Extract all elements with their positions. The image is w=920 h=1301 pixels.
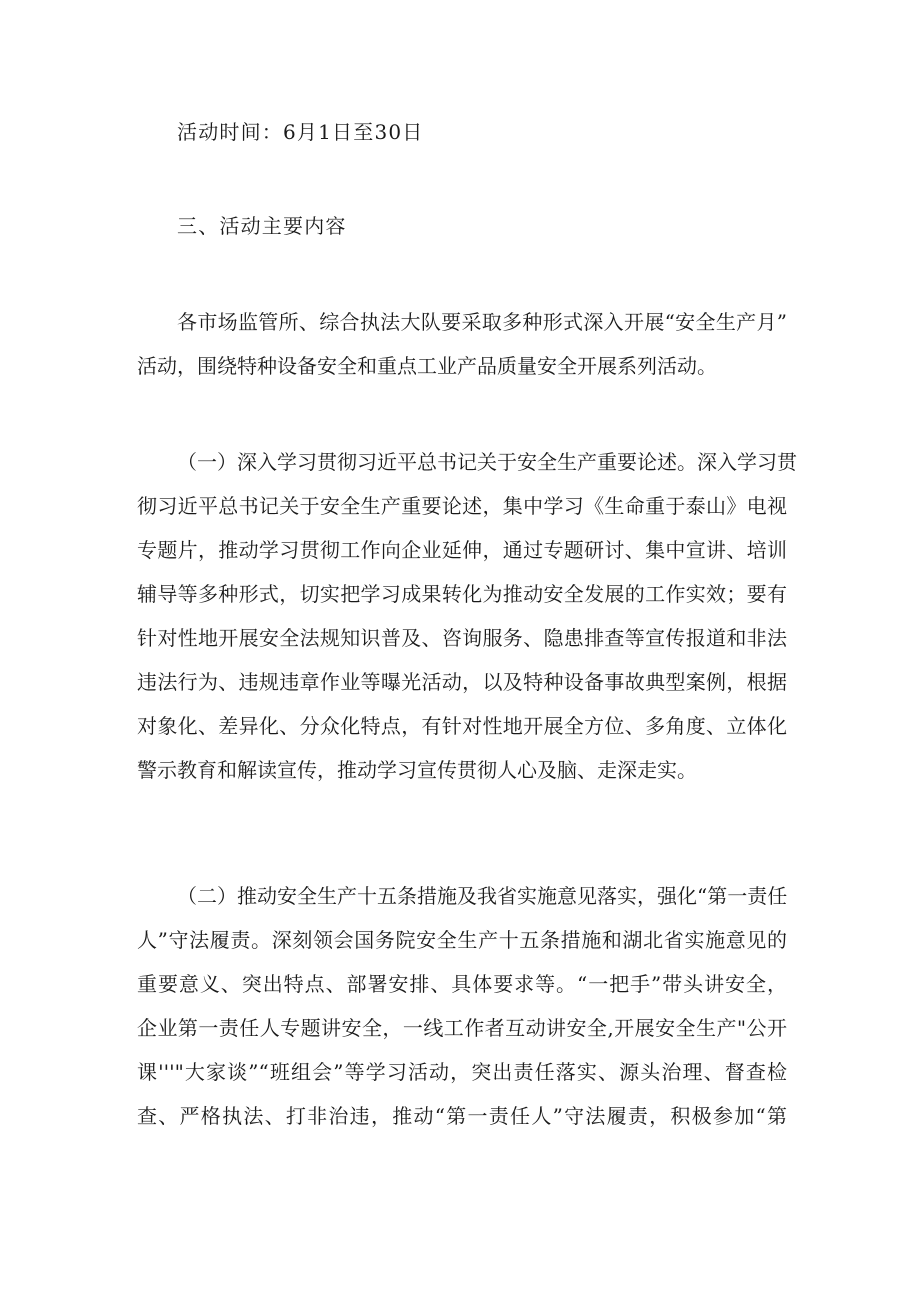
section-heading: 三、活动主要内容: [177, 214, 347, 238]
paragraph-one: [137, 440, 797, 792]
paragraph-line: 企业第一责任人专题讲安全，一线工作者互动讲安全,开展安全生产"公开: [137, 1016, 787, 1040]
paragraph-line: 人”守法履责。深刻领会国务院安全生产十五条措施和湖北省实施意见的: [137, 928, 787, 952]
paragraph-intro: [137, 300, 787, 388]
paragraph-line: 违法行为、违规违章作业等曝光活动，以及特种设备事故典型案例，根据: [137, 670, 787, 694]
paragraph-line: （一）深入学习贯彻习近平总书记关于安全生产重要论述。深入学习贯: [177, 450, 797, 474]
paragraph-line: 查、严格执法、打非治违，推动“第一责任人”守法履责，积极参加“第: [137, 1104, 787, 1128]
paragraph-line: 辅导等多种形式，切实把学习成果转化为推动安全发展的工作实效；要有: [137, 582, 787, 606]
paragraph-line: 课'''"大家谈”“班组会”等学习活动，突出责任落实、源头治理、督查检: [137, 1060, 787, 1084]
paragraph-line: 重要意义、突出特点、部署安排、具体要求等。“一把手”带头讲安全，: [137, 972, 787, 996]
activity-time-line: 活动时间：6月1日至30日: [177, 120, 424, 144]
paragraph-line: 彻习近平总书记关于安全生产重要论述，集中学习《生命重于泰山》电视: [137, 494, 787, 518]
paragraph-line: 对象化、差异化、分众化特点，有针对性地开展全方位、多角度、立体化: [137, 714, 787, 738]
paragraph-two: [137, 874, 787, 1138]
paragraph-line: 各市场监管所、综合执法大队要采取多种形式深入开展“安全生产月”: [177, 310, 787, 334]
paragraph-line: 警示教育和解读宣传，推动学习宣传贯彻人心及脑、走深走实。: [137, 758, 697, 782]
paragraph-line: 专题片，推动学习贯彻工作向企业延伸，通过专题研讨、集中宣讲、培训: [137, 538, 787, 562]
paragraph-line: 针对性地开展安全法规知识普及、咨询服务、隐患排查等宣传报道和非法: [137, 626, 787, 650]
paragraph-line: 活动，围绕特种设备安全和重点工业产品质量安全开展系列活动。: [137, 354, 717, 378]
paragraph-line: （二）推动安全生产十五条措施及我省实施意见落实，强化“第一责任: [177, 884, 788, 908]
